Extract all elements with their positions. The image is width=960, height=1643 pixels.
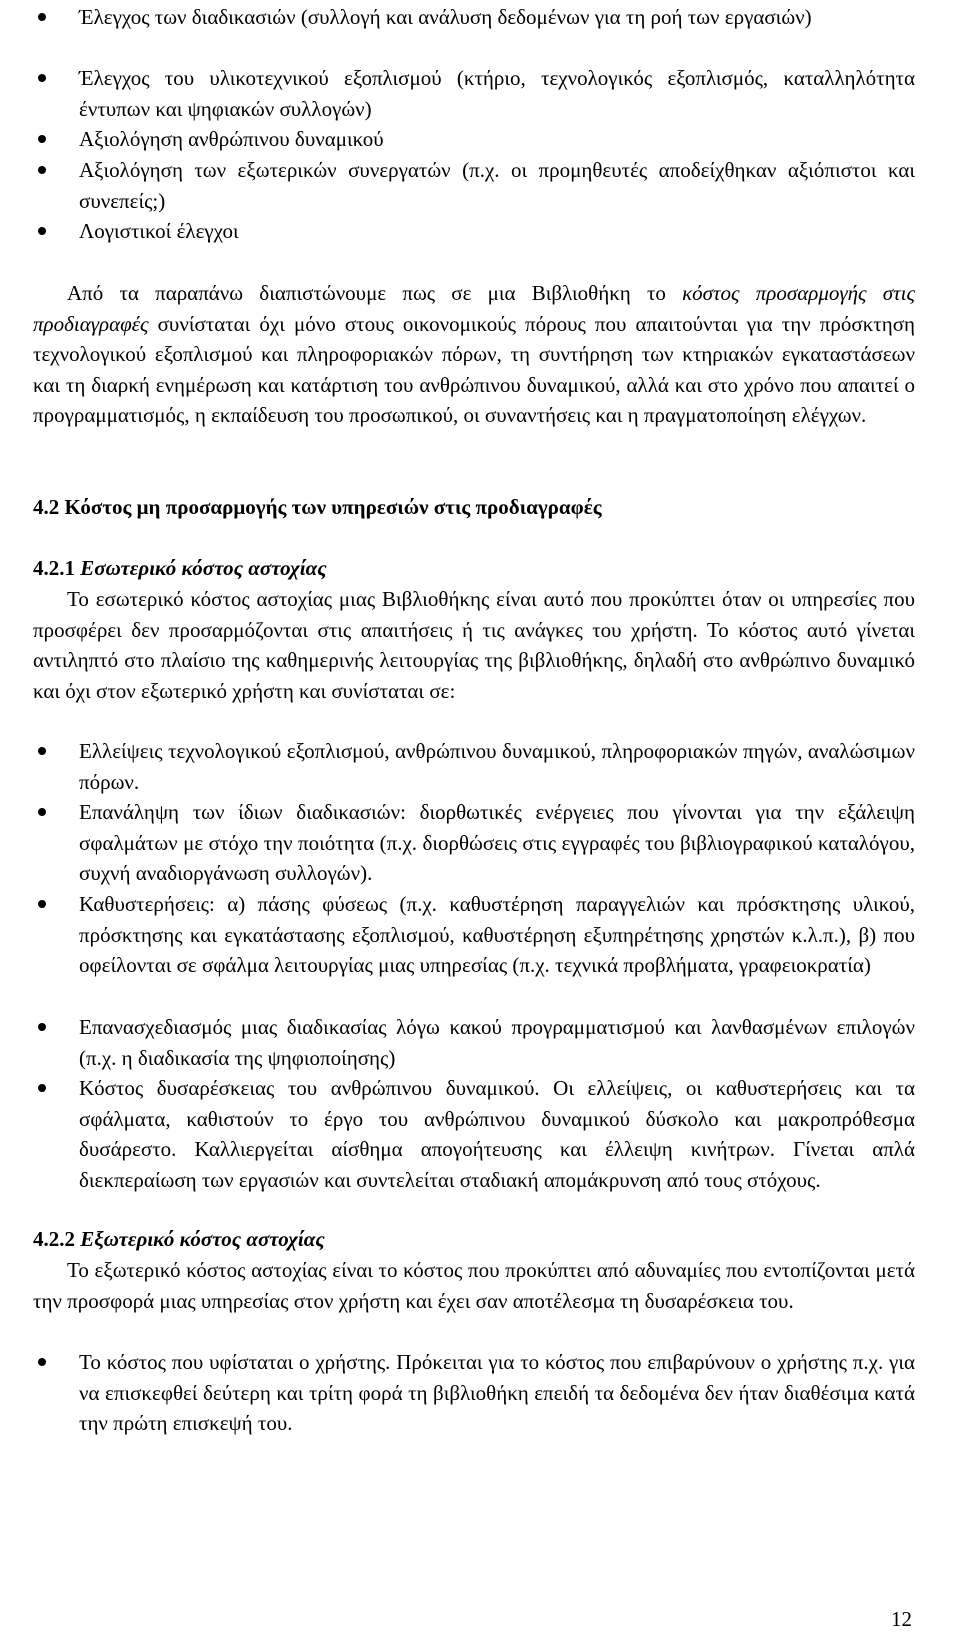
list-item: Κόστος δυσαρέσκειας του ανθρώπινου δυναμικού. Οι ελλείψεις, οι καθυστερήσεις και τα σφάλματα, καθιστούν το έργο του ανθρώπινου δυναμικού δύσκολο και μακροπρόθεσμα δυσάρεστο. Καλλιεργείται αίσθημα απογοήτευσης και έλλειψη κινήτρων. Γίνεται απλά διεκπεραίωση των εργασιών και συντελείται σταδιακή απομάκρυνση από τους στόχους. — [79, 1073, 915, 1195]
page-number: 12 — [891, 1607, 912, 1631]
section-heading-4-2-2: 4.2.2 Εξωτερικό κόστος αστοχίας — [33, 1227, 325, 1251]
list-item: Αξιολόγηση των εξωτερικών συνεργατών (π.χ. οι προμηθευτές αποδείχθηκαν αξιόπιστοι και συνεπείς;) — [79, 155, 915, 216]
section-heading-4-2: 4.2 Κόστος μη προσαρμογής των υπηρεσιών στις προδιαγραφές — [33, 495, 602, 519]
list-item: Λογιστικοί έλεγχοι — [79, 216, 915, 247]
list-item: Αξιολόγηση ανθρώπινου δυναμικού — [79, 124, 915, 155]
section-4-2-2-paragraph: Το εξωτερικό κόστος αστοχίας είναι το κόστος που προκύπτει από αδυναμίες που εντοπίζονται μετά την προσφορά μιας υπηρεσίας στον χρήστη και έχει σαν αποτέλεσμα τη δυσαρέσκεια του. — [33, 1258, 915, 1313]
list-item: Ελλείψεις τεχνολογικού εξοπλισμού, ανθρώπινου δυναμικού, πληροφοριακών πηγών, αναλώσιμων πόρων. — [79, 736, 915, 797]
list-item: Το κόστος που υφίσταται ο χρήστης. Πρόκειται για το κόστος που επιβαρύνουν ο χρήστης π.χ. για να επισκεφθεί δεύτερη και τρίτη φορά τη βιβλιοθήκη επειδή τα δεδομένα δεν ήταν διαθέσιμα κατά την πρώτη επισκεψή του. — [79, 1347, 915, 1439]
section-heading-4-2-1: 4.2.1 Εσωτερικό κόστος αστοχίας — [33, 556, 327, 580]
list-item: Επανάληψη των ίδιων διαδικασιών: διορθωτικές ενέργειες που γίνονται για την εξάλειψη σφαλμάτων με στόχο την ποιότητα (π.χ. διορθώσεις στις εγγραφές του βιβλιογραφικού καταλόγου, συχνή αναδιοργάνωση συλλογών). — [79, 797, 915, 889]
list-item: Καθυστερήσεις: α) πάσης φύσεως (π.χ. καθυστέρηση παραγγελιών και πρόσκτησης υλικού, πρόσκτησης και εγκατάστασης εξοπλισμού, καθυστέρηση εξυπηρέτησης χρηστών κ.λ.π.), β) που οφείλονται σε σφάλμα λειτουργίας μιας υπηρεσίας (π.χ. τεχνικά προβλήματα, γραφειοκρατία) — [79, 889, 915, 981]
list-item: Επανασχεδιασμός μιας διαδικασίας λόγω κακού προγραμματισμού και λανθασμένων επιλογών (π.χ. η διαδικασία της ψηφιοποίησης) — [79, 1012, 915, 1073]
list-item: Έλεγχος των διαδικασιών (συλλογή και ανάλυση δεδομένων για τη ροή των εργασιών) — [79, 2, 915, 33]
list-item: Έλεγχος του υλικοτεχνικού εξοπλισμού (κτήριο, τεχνολογικός εξοπλισμός, καταλληλότητα έντυπων και ψηφιακών συλλογών) — [79, 63, 915, 124]
summary-paragraph: Από τα παραπάνω διαπιστώνουμε πως σε μια Βιβλιοθήκη το κόστος προσαρμογής στις προδιαγραφές συνίσταται όχι μόνο στους οικονομικούς πόρους που απαιτούνται για την πρόσκτηση τεχνολογικού εξοπλισμού και πληροφοριακών πόρων, τη συντήρηση των κτηριακών εγκαταστάσεων και τη διαρκή ενημέρωση και κατάρτιση του ανθρώπινου δυναμικού, αλλά και στο χρόνο που απαιτεί ο προγραμματισμός, η εκπαίδευση του προσωπικού, οι συναντήσεις και η πραγματοποίηση ελέγχων. — [33, 281, 916, 428]
section-4-2-1-paragraph: Το εσωτερικό κόστος αστοχίας μιας Βιβλιοθήκης είναι αυτό που προκύπτει όταν οι υπηρεσίες που προσφέρει δεν προσαρμόζονται στις απαιτήσεις ή τις ανάγκες του χρήστη. Το κόστος αυτό γίνεται αντιληπτό στο πλαίσιο της καθημερινής λειτουργίας της βιβλιοθήκης, δηλαδή στο ανθρώπινο δυναμικό και όχι στον εξωτερικό χρήστη και συνίσταται σε: — [33, 587, 915, 703]
